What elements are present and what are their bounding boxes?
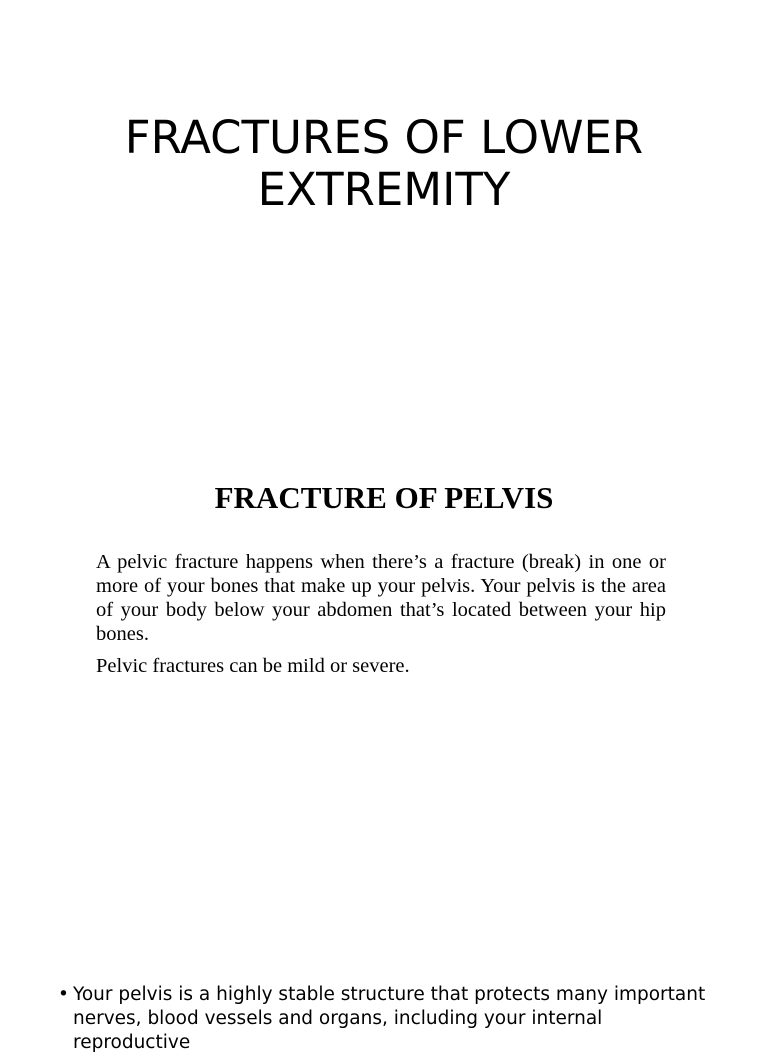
title-line-2: EXTREMITY (257, 163, 511, 216)
bullet-marker: • (58, 984, 69, 1005)
paragraph-definition: A pelvic fracture happens when there’s a fracture (break) in one or more of your bones that make up your pelvis. Your pelvis is the area of your body below your abdomen that’s located between your hip bones. (96, 551, 666, 645)
section-heading: FRACTURE OF PELVIS (214, 480, 554, 515)
body-text (96, 550, 666, 686)
paragraph-severity: Pelvic fractures can be mild or severe. (96, 655, 410, 677)
bullet-text: Your pelvis is a highly stable structure that protects many important nerves, blood vessels and organs, including your internal reproductive (73, 984, 706, 1053)
bullet-list (58, 983, 718, 1055)
title-line-1: FRACTURES OF LOWER (124, 111, 644, 164)
slide-title (0, 112, 768, 216)
list-item (58, 983, 718, 1055)
